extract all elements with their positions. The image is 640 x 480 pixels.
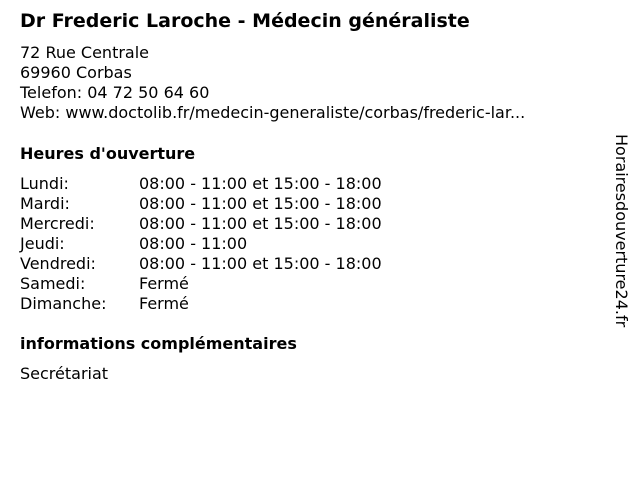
hours-row-tuesday [20,194,382,214]
hours-row-saturday [20,274,382,294]
hours-value: 08:00 - 11:00 [139,234,248,253]
day-label: Samedi: [20,274,86,293]
hours-value: 08:00 - 11:00 et 15:00 - 18:00 [139,194,382,213]
day-label: Dimanche: [20,294,107,313]
hours-value: 08:00 - 11:00 et 15:00 - 18:00 [139,214,382,233]
hours-row-sunday [20,294,382,314]
opening-hours-table [20,174,382,314]
opening-hours-heading: Heures d'ouverture [20,144,196,163]
additional-info-heading: informations complémentaires [20,334,297,353]
hours-row-monday [20,174,382,194]
hours-row-friday [20,254,382,274]
site-watermark: Horairesdouverture24.fr [612,134,631,328]
hours-value: 08:00 - 11:00 et 15:00 - 18:00 [139,174,382,193]
address-block [20,43,525,123]
hours-value: Fermé [139,294,189,313]
hours-row-wednesday [20,214,382,234]
city: 69960 Corbas [20,63,132,82]
day-label: Mardi: [20,194,70,213]
day-label: Lundi: [20,174,69,193]
website: Web: www.doctolib.fr/medecin-generaliste/corbas/frederic-lar... [20,103,526,122]
day-label: Vendredi: [20,254,96,273]
hours-value: Fermé [139,274,189,293]
page-title: Dr Frederic Laroche - Médecin généraliste [20,10,470,32]
hours-row-thursday [20,234,382,254]
day-label: Jeudi: [20,234,65,253]
hours-value: 08:00 - 11:00 et 15:00 - 18:00 [139,254,382,273]
phone-number: Telefon: 04 72 50 64 60 [20,83,210,102]
day-label: Mercredi: [20,214,95,233]
street-address: 72 Rue Centrale [20,43,150,62]
additional-info-text: Secrétariat [20,364,109,383]
